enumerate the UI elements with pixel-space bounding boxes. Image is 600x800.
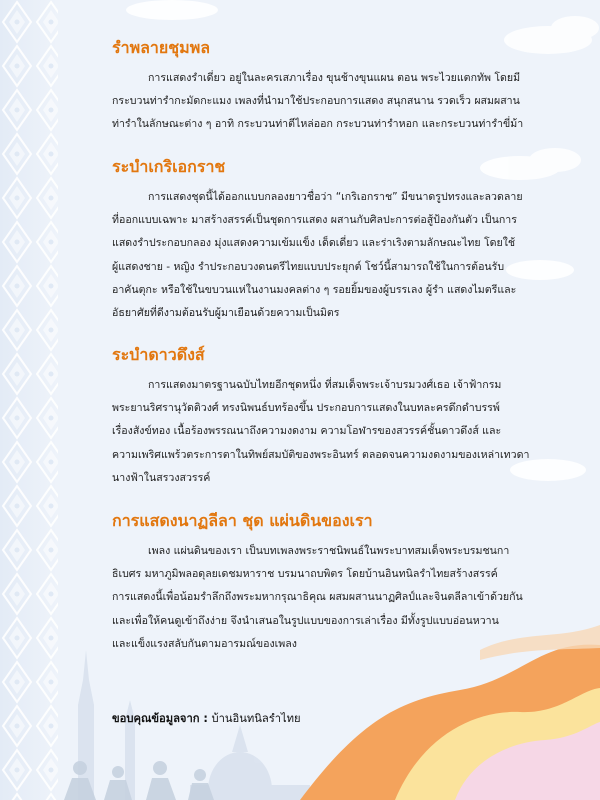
paragraph-line: นางฟ้าในสรวงสวรรค์ — [112, 471, 211, 484]
paragraph-line: การแสดงชุดนี้ได้ออกแบบกลองยาวชื่อว่า “เกริเอกราช” มีขนาดรูปทรงและลวดลาย — [148, 191, 523, 203]
section-ram-phlai-chumphon — [112, 37, 578, 137]
credit-label: ขอบคุณข้อมูลจาก : — [112, 712, 208, 725]
credit-source: บ้านอินทนิลรำไทย — [211, 712, 301, 725]
paragraph-line: และแข็งแรงสลับกันตามอารมณ์ของเพลง — [112, 637, 297, 650]
paragraph-line: ผู้แสดงชาย - หญิง รำประกอบวงดนตรีไทยแบบประยุกต์ โชว์นี้สามารถใช้ในการต้อนรับ — [112, 260, 505, 273]
section-text — [112, 67, 578, 137]
paragraph-line: เพลง แผ่นดินของเรา เป็นบทเพลงพระราชนิพนธ์ในพระบาทสมเด็จพระบรมชนกา — [148, 545, 510, 557]
section-heading: ระบำดาวดึงส์ — [112, 345, 205, 364]
paragraph-line: แสดงรำประกอบกลอง มุ่งแสดงความเข้มแข็ง เด็ดเดี่ยว และร่าเริงตามลักษณะไทย โดยใช้ — [112, 237, 516, 250]
section-text — [112, 374, 578, 490]
section-rabam-kriekkarat — [112, 156, 578, 325]
paragraph-line: อาคันตุกะ หรือใช้ในขบวนแห่ในงานมงคลต่าง ๆ รอยยิ้มของผู้บรรเลง ผู้รำ แสดงไมตรีและ — [112, 283, 517, 296]
paragraph-line: กระบวนท่ารำกะมัดกะแมง เพลงที่นำมาใช้ประกอบการแสดง สนุกสนาน รวดเร็ว ผสมผสาน — [112, 95, 520, 108]
section-heading: รำพลายชุมพล — [112, 38, 211, 57]
section-text — [112, 540, 578, 656]
section-heading: ระบำเกริเอกราช — [112, 157, 226, 176]
paragraph-line: ที่ออกแบบเฉพาะ มาสร้างสรรค์เป็นชุดการแสดง ผสานกับศิลปะการต่อสู้ป้องกันตัว เป็นการ — [112, 214, 517, 227]
section-heading: การแสดงนาฏลีลา ชุด แผ่นดินของเรา — [112, 511, 373, 530]
section-natlila-phaendin-khong-rao — [112, 510, 578, 656]
paragraph-line: ธิเบศร มหาภูมิพลอดุลยเดชมหาราช บรมนาถบพิตร โดยบ้านอินทนิลรำไทยสร้างสรรค์ — [112, 568, 498, 581]
paragraph-line: อัธยาศัยที่ดีงามต้อนรับผู้มาเยือนด้วยความเป็นมิตร — [112, 306, 340, 319]
credit-line — [112, 709, 301, 727]
paragraph-line: ท่ารำในลักษณะต่าง ๆ อาทิ กระบวนท่าตีไหล่ออก กระบวนท่ารำหอก และกระบวนท่ารำขี่ม้า — [112, 118, 524, 131]
paragraph-line: การแสดงรำเดี่ยว อยู่ในละครเสภาเรื่อง ขุนช้างขุนแผน ตอน พระไวยแตกทัพ โดยมี — [148, 72, 521, 84]
paragraph-line: การแสดงนี้เพื่อน้อมรำลึกถึงพระมหากรุณาธิคุณ ผสมผสานนาฏศิลป์และจินตลีลาเข้าด้วยกัน — [112, 591, 523, 604]
paragraph-line: การแสดงมาตรฐานฉบับไทยอีกชุดหนึ่ง ที่สมเด็จพระเจ้าบรมวงศ์เธอ เจ้าฟ้ากรม — [148, 379, 502, 391]
section-rabam-daowadueng — [112, 344, 578, 490]
section-text — [112, 186, 578, 325]
paragraph-line: ความเพริศแพร้วตระการตาในทิพย์สมบัติของพระอินทร์ ตลอดจนความงดงามของเหล่าเทวดา — [112, 448, 530, 461]
paragraph-line: เรื่องสังข์ทอง เนื้อร้องพรรณนาถึงความงดงาม ความโอฬารของสวรรค์ชั้นดาวดึงส์ และ — [112, 425, 502, 438]
paragraph-line: พระยานริศรานุวัดติวงศ์ ทรงนิพนธ์บทร้องขึ้น ประกอบการแสดงในบทละครดึกดำบรรพ์ — [112, 402, 500, 415]
paragraph-line: และเพื่อให้คนดูเข้าถึงง่าย จึงนำเสนอในรูปแบบของการเล่าเรื่อง มีทั้งรูปแบบอ่อนหวาน — [112, 614, 499, 627]
